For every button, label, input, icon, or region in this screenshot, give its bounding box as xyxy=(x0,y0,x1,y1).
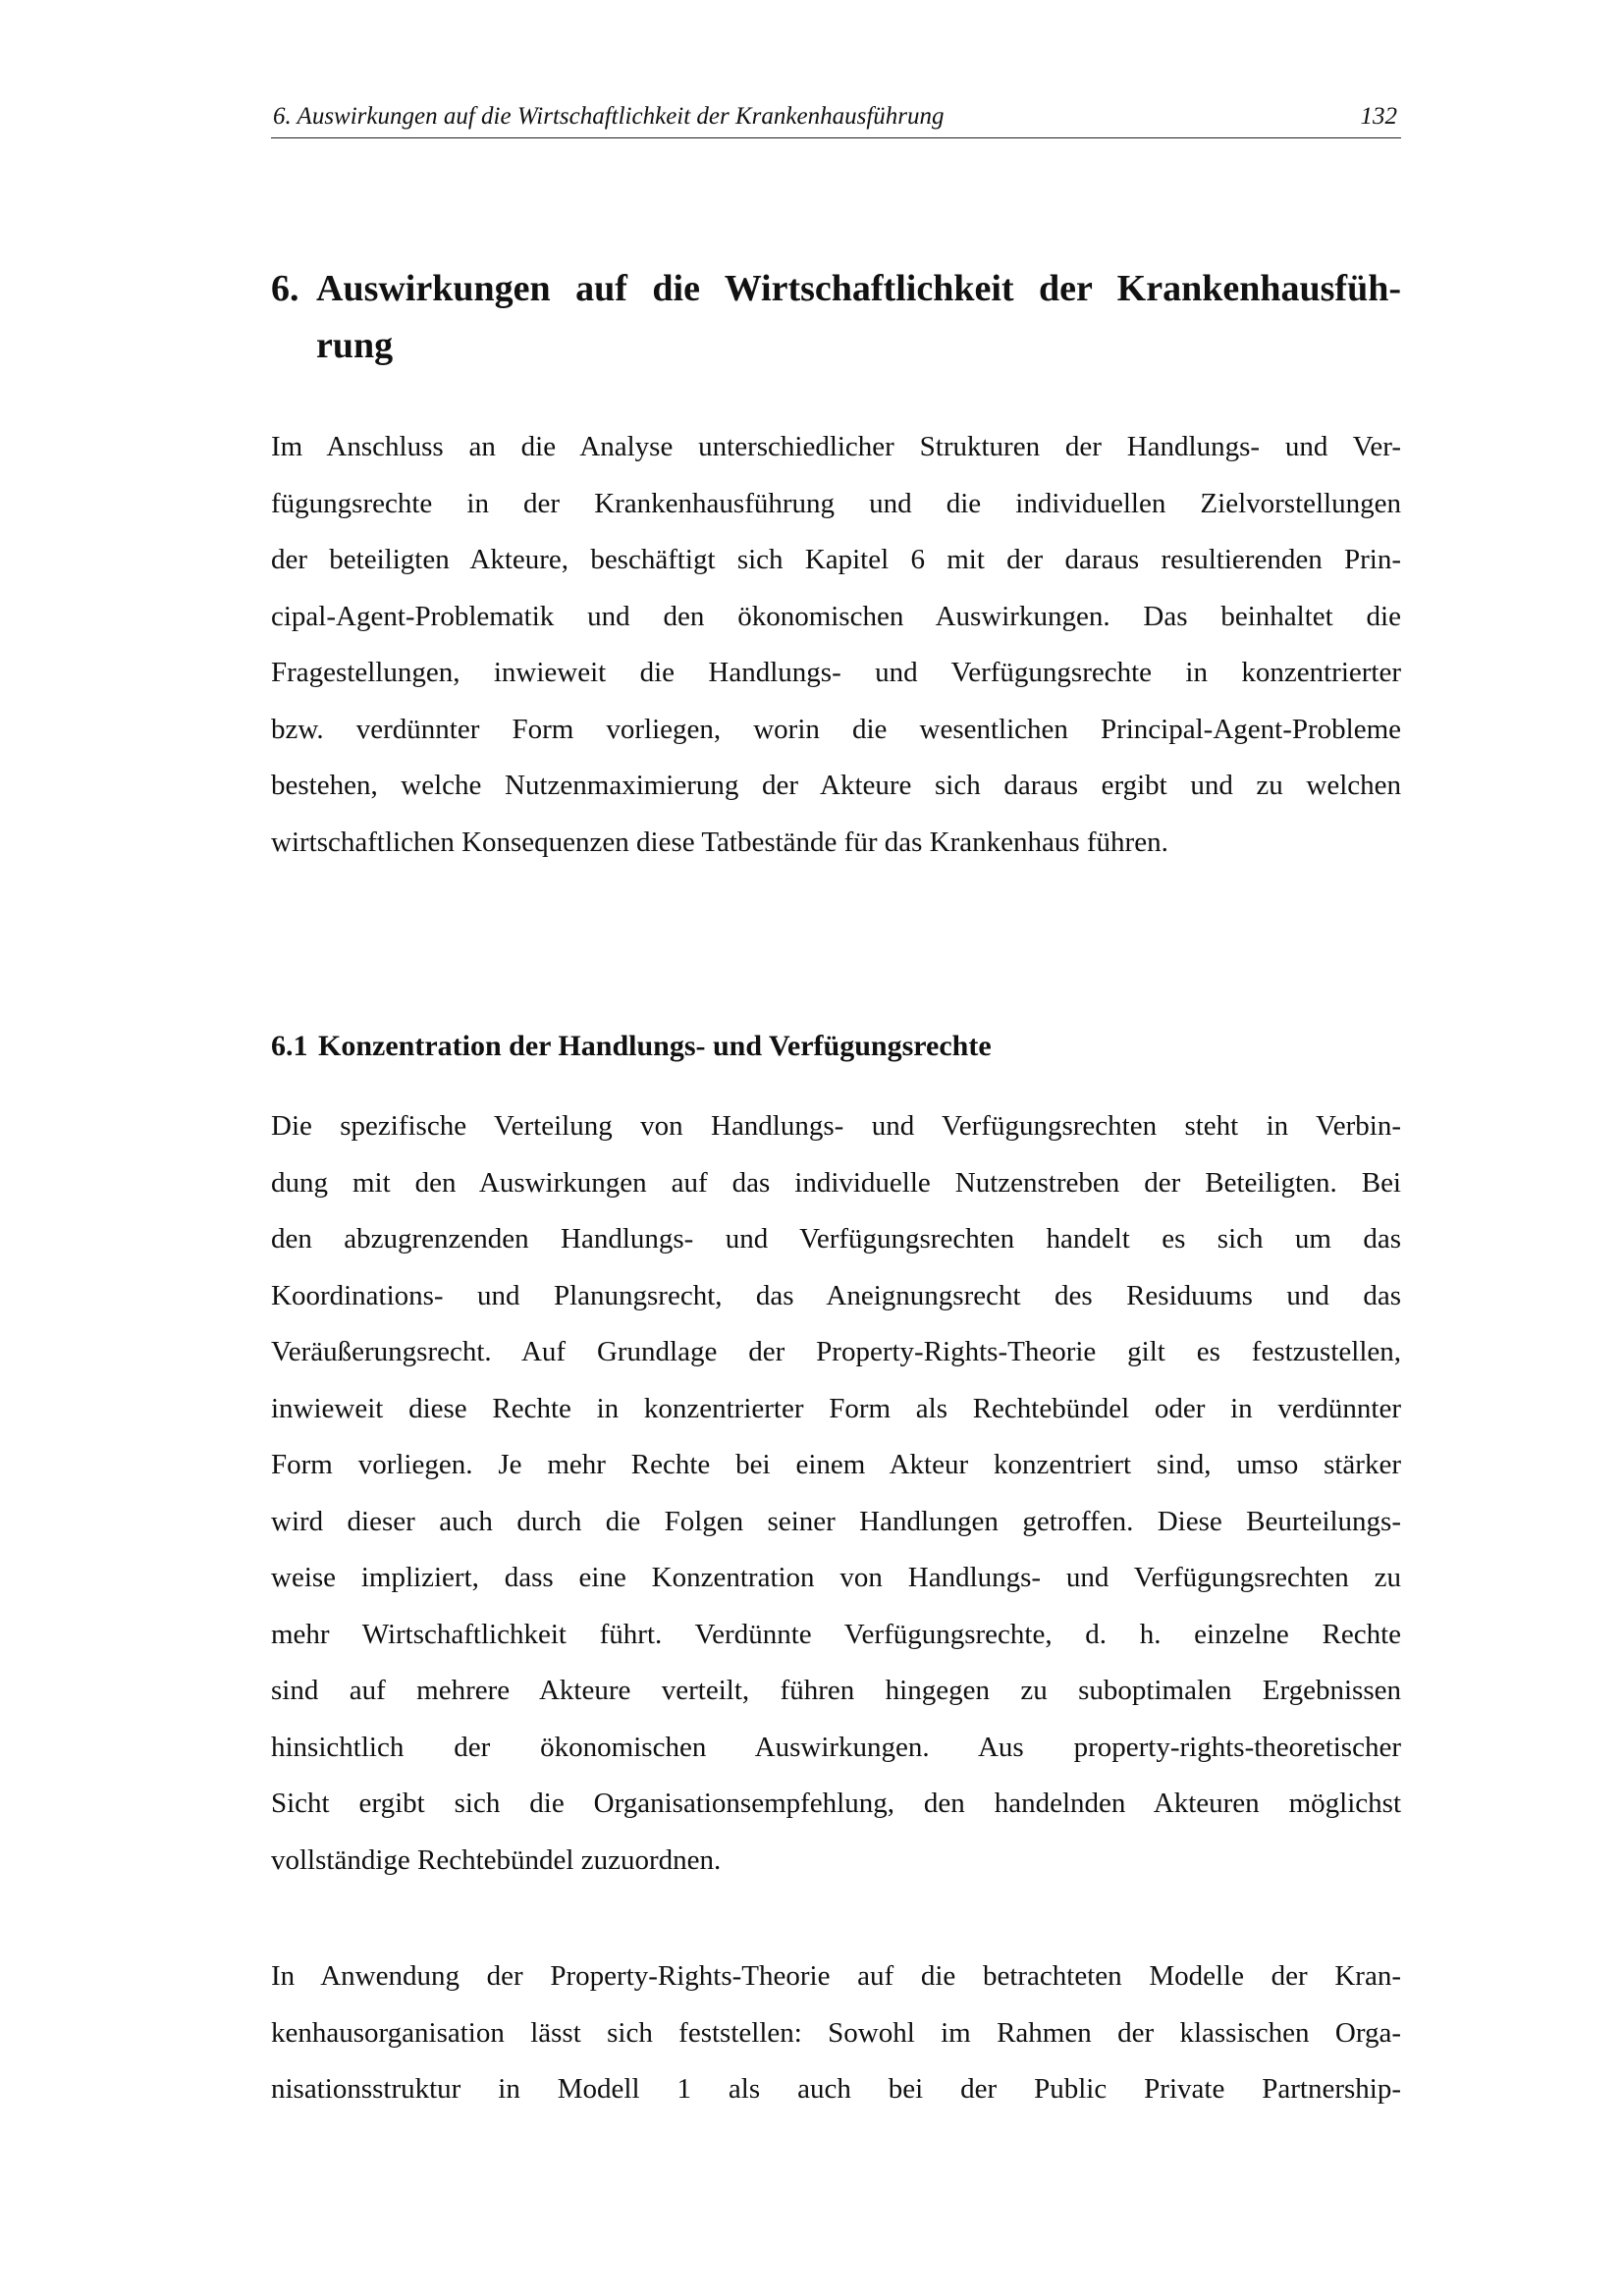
section-number: 6.1 xyxy=(271,1030,308,1062)
running-title: 6. Auswirkungen auf die Wirtschaftlichkeit der Krankenhausführung xyxy=(273,103,945,130)
text-line: wird dieser auch durch die Folgen seiner Handlungen getroffen. Diese Beurteilungs- xyxy=(271,1505,1401,1537)
section-title xyxy=(271,1027,1401,1066)
section-title-text: Konzentration der Handlungs- und Verfügungsrechte xyxy=(318,1030,992,1062)
text-line: Fragestellungen, inwieweit die Handlungs- und Verfügungsrechte in konzentrierter xyxy=(271,657,1401,688)
page-number: 132 xyxy=(1360,103,1397,130)
text-line: Sicht ergibt sich die Organisationsempfehlung, den handelnden Akteuren möglichst xyxy=(271,1788,1401,1819)
text-line: den abzugrenzenden Handlungs- und Verfügungsrechten handelt es sich um das xyxy=(271,1223,1401,1255)
text-line: hinsichtlich der ökonomischen Auswirkungen. Aus property-rights-theoretischer xyxy=(271,1731,1401,1763)
text-line: dung mit den Auswirkungen auf das individuelle Nutzenstreben der Beteiligten. Bei xyxy=(271,1166,1401,1199)
text-line: weise impliziert, dass eine Konzentration von Handlungs- und Verfügungsrechten zu xyxy=(271,1562,1401,1593)
intro-paragraph xyxy=(271,419,1401,871)
text-line: In Anwendung der Property-Rights-Theorie auf die betrachteten Modelle der Kran- xyxy=(271,1960,1401,1992)
text-line: sind auf mehrere Akteure verteilt, führen hingegen zu suboptimalen Ergebnissen xyxy=(271,1675,1401,1706)
page-header xyxy=(271,98,1401,138)
chapter-title-line-2: rung xyxy=(316,325,394,366)
text-line: mehr Wirtschaftlichkeit führt. Verdünnte Verfügungsrechte, d. h. einzelne Rechte xyxy=(271,1618,1401,1650)
text-line: fügungsrechte in der Krankenhausführung und die individuellen Zielvorstellungen xyxy=(271,487,1401,519)
chapter-title-line-1 xyxy=(271,260,1401,317)
text-line: cipal-Agent-Problematik und den ökonomischen Auswirkungen. Das beinhaltet die xyxy=(271,600,1401,632)
text-line: Veräußerungsrecht. Auf Grundlage der Property-Rights-Theorie gilt es festzustellen, xyxy=(271,1336,1401,1367)
section-paragraph-1 xyxy=(271,1098,1401,1889)
text-line: Koordinations- und Planungsrecht, das Aneignungsrecht des Residuums und das xyxy=(271,1279,1401,1311)
text-line: inwieweit diese Rechte in konzentrierter Form als Rechtebündel oder in verdünnter xyxy=(271,1392,1401,1424)
text-line: bestehen, welche Nutzenmaximierung der Akteure sich daraus ergibt und zu welchen xyxy=(271,770,1401,801)
text-line: vollständige Rechtebündel zuzuordnen. xyxy=(271,1843,722,1876)
text-line: Form vorliegen. Je mehr Rechte bei einem Akteur konzentriert sind, umso stärker xyxy=(271,1449,1401,1480)
text-line: Die spezifische Verteilung von Handlungs- und Verfügungsrechten steht in Verbin- xyxy=(271,1110,1401,1142)
text-line: bzw. verdünnter Form vorliegen, worin die wesentlichen Principal-Agent-Probleme xyxy=(271,713,1401,745)
chapter-title xyxy=(271,260,1401,374)
text-line: der beteiligten Akteure, beschäftigt sich Kapitel 6 mit der daraus resultierenden Prin- xyxy=(271,544,1401,575)
text-line: Im Anschluss an die Analyse unterschiedlicher Strukturen der Handlungs- und Ver- xyxy=(271,431,1401,462)
section-paragraph-2 xyxy=(271,1949,1401,2118)
text-line: nisationsstruktur in Modell 1 als auch bei der Public Private Partnership- xyxy=(271,2073,1401,2105)
text-line: wirtschaftlichen Konsequenzen diese Tatbestände für das Krankenhaus führen. xyxy=(271,826,1168,858)
chapter-number: 6. xyxy=(271,268,299,309)
chapter-title-text-1: Auswirkungen auf die Wirtschaftlichkeit der Krankenhausfüh- xyxy=(316,268,1401,309)
text-line: kenhausorganisation lässt sich feststellen: Sowohl im Rahmen der klassischen Orga- xyxy=(271,2016,1401,2049)
